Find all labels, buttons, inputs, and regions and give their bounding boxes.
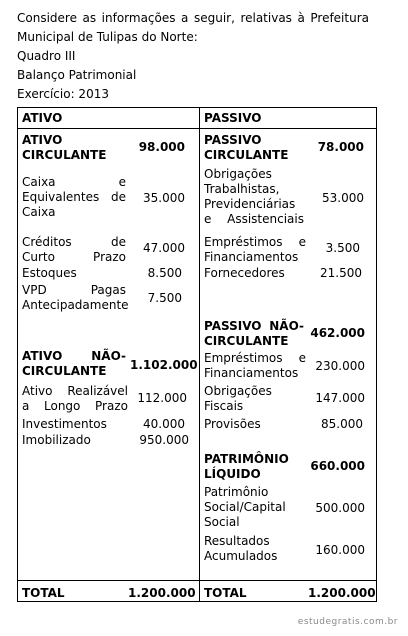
passivo-circulante-value: 78.000 bbox=[317, 140, 364, 154]
fornecedores-value: 21.500 bbox=[320, 266, 362, 280]
quadro-label: Quadro III bbox=[17, 49, 76, 63]
column-divider bbox=[199, 108, 200, 601]
obrigacoes-fiscais-value: 147.000 bbox=[315, 391, 365, 405]
intro-text bbox=[17, 9, 369, 104]
estoques-label: Estoques bbox=[22, 266, 77, 280]
vpd-label: VPD Pagas Antecipadamente bbox=[22, 283, 129, 312]
caixa-label: Caixa e Equivalentes de Caixa bbox=[22, 175, 126, 219]
total-ativo-label: TOTAL bbox=[22, 586, 65, 600]
balanco-label: Balanço Patrimonial bbox=[17, 68, 137, 82]
emprestimos-lp-label: Empréstimos e Financiamentos bbox=[204, 351, 306, 380]
emprestimos-lp-value: 230.000 bbox=[315, 359, 365, 373]
passivo-circulante-label: PASSIVO CIRCULANTE bbox=[204, 133, 289, 162]
emprestimos-value: 3.500 bbox=[325, 241, 360, 255]
total-divider bbox=[18, 580, 376, 581]
total-passivo-label: TOTAL bbox=[204, 586, 247, 600]
realizavel-value: 112.000 bbox=[137, 391, 187, 405]
investimentos-value: 40.000 bbox=[143, 417, 185, 431]
patrimonio-value: 660.000 bbox=[310, 459, 365, 473]
patrimonio-label: PATRIMÔNIO LÍQUIDO bbox=[204, 452, 289, 481]
passivo-nao-circulante-label: PASSIVO NÃO-CIRCULANTE bbox=[204, 319, 304, 348]
creditos-value: 47.000 bbox=[143, 241, 185, 255]
fornecedores-label: Fornecedores bbox=[204, 266, 285, 280]
capital-label: Patrimônio Social/Capital Social bbox=[204, 485, 286, 529]
obrigacoes-trab-value: 53.000 bbox=[322, 191, 364, 205]
investimentos-label: Investimentos bbox=[22, 417, 107, 431]
watermark: estudegratis.com.br bbox=[297, 617, 398, 627]
exercicio-label: Exercício: 2013 bbox=[17, 87, 109, 101]
intro-statement: Considere as informações a seguir, relativas à Prefeitura Municipal de Tulipas do Norte: bbox=[17, 11, 369, 44]
ativo-nao-circulante-label: ATIVO NÃO-CIRCULANTE bbox=[22, 349, 126, 378]
header-passivo: PASSIVO bbox=[204, 111, 262, 125]
total-passivo-value: 1.200.000 bbox=[308, 586, 376, 600]
imobilizado-value: 950.000 bbox=[139, 433, 189, 447]
ativo-circulante-label: ATIVO CIRCULANTE bbox=[22, 133, 107, 162]
provisoes-value: 85.000 bbox=[321, 417, 363, 431]
ativo-nao-circulante-value: 1.102.000 bbox=[130, 358, 198, 372]
header-divider bbox=[18, 128, 376, 129]
header-ativo: ATIVO bbox=[22, 111, 63, 125]
capital-value: 500.000 bbox=[315, 501, 365, 515]
obrigacoes-fiscais-label: Obrigações Fiscais bbox=[204, 384, 272, 413]
caixa-value: 35.000 bbox=[143, 191, 185, 205]
total-ativo-value: 1.200.000 bbox=[128, 586, 196, 600]
imobilizado-label: Imobilizado bbox=[22, 433, 91, 447]
passivo-nao-circulante-value: 462.000 bbox=[310, 326, 365, 340]
obrigacoes-trab-label: Obrigações Trabalhistas, Previdenciárias e Assistenciais bbox=[204, 167, 304, 226]
creditos-label: Créditos de Curto Prazo bbox=[22, 235, 126, 264]
realizavel-label: Ativo Realizável a Longo Prazo bbox=[22, 384, 128, 413]
ativo-circulante-value: 98.000 bbox=[138, 140, 185, 154]
balance-sheet-table bbox=[17, 107, 377, 602]
provisoes-label: Provisões bbox=[204, 417, 261, 431]
vpd-value: 7.500 bbox=[147, 291, 182, 305]
resultados-value: 160.000 bbox=[315, 543, 365, 557]
estoques-value: 8.500 bbox=[147, 266, 182, 280]
resultados-label: Resultados Acumulados bbox=[204, 534, 278, 563]
emprestimos-label: Empréstimos e Financiamentos bbox=[204, 235, 306, 264]
